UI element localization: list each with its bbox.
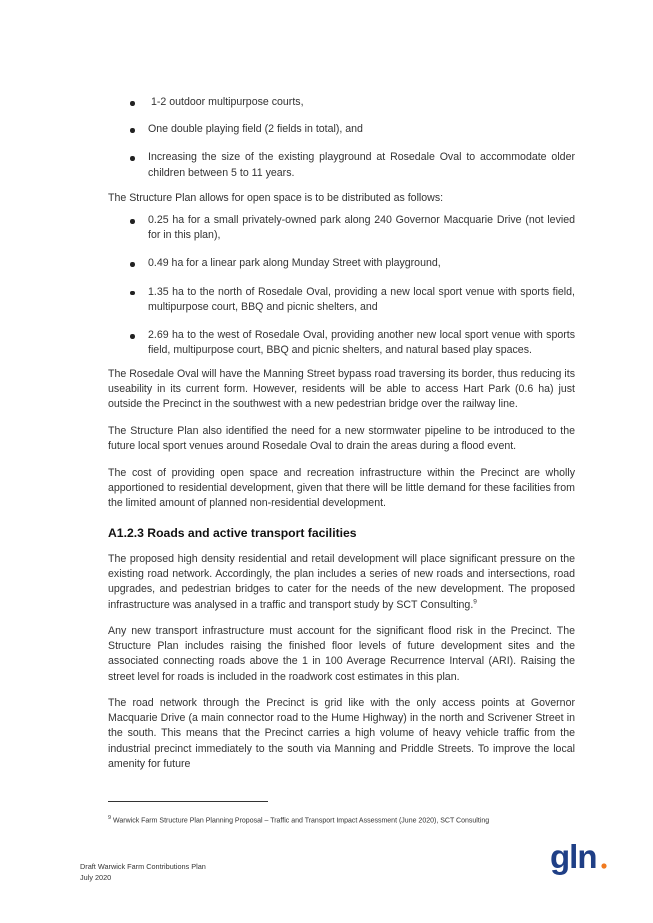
logo-wordmark: gln (550, 838, 597, 875)
paragraph-roads-text: The proposed high density residential and retail development will place significant pressure on the existing road network. Accordingly, the plan includes a series of new roads and intersections, road upgrades, and pedestrian bridges to cater for the needs of the new development. The proposed infrastructure was analysed in a traffic and transport study by SCT Consulting. (108, 553, 575, 611)
logo-dot-icon (601, 863, 606, 868)
section-heading: A1.2.3 Roads and active transport facilities (108, 526, 357, 540)
paragraph-rosedale: The Rosedale Oval will have the Manning Street bypass road traversing its border, thus reducing its useability in its current form. However, residents will be able to access Hart Park (0.6 ha) just outside the Precinct in the southwest with a new pedestrian bridge over the railway line. (108, 368, 575, 411)
footnote (108, 815, 489, 824)
paragraph-distribution: The Structure Plan allows for open space is to be distributed as follows: (108, 192, 444, 204)
page-footer (80, 862, 206, 883)
footnote-divider (108, 801, 268, 802)
footer-date: July 2020 (80, 872, 112, 882)
footer-document-title: Draft Warwick Farm Contributions Plan (80, 862, 206, 871)
bullet-list-facilities (108, 95, 575, 181)
list-item: Increasing the size of the existing playground at Rosedale Oval to accommodate older children between 5 to 11 years. (108, 150, 575, 180)
footnote-text: Warwick Farm Structure Plan Planning Proposal – Traffic and Transport Impact Assessment (June 2020), SCT Consulting (113, 817, 490, 825)
bullet-list-open-space (108, 213, 575, 358)
list-item: 1-2 outdoor multipurpose courts, (108, 95, 578, 110)
list-item: 0.25 ha for a small privately-owned park along 240 Governor Macquarie Drive (not levied for in this plan), (108, 213, 575, 243)
paragraph-flood-risk: Any new transport infrastructure must account for the significant flood risk in the Precinct. The Structure Plan includes raising the finished floor levels of future development sites and the associated connecting roads above the 1 in 100 Average Recurrence Interval (ARI). Raising the street level for roads is included in the roadwork cost estimates in this plan. (108, 625, 575, 683)
paragraph-road-network: The road network through the Precinct is grid like with the only access points at Governor Macquarie Drive (a main connector road to the Hume Highway) in the north and Scrivener Street in the south. This means that the Precinct carries a high volume of heavy vehicle traffic from the industrial precinct immediately to the south via Manning and Priddle Streets. To improve the local amenity for future (108, 697, 575, 770)
footnote-reference: 9 (473, 598, 477, 606)
list-item: One double playing field (2 fields in total), and (108, 122, 575, 137)
list-item: 1.35 ha to the north of Rosedale Oval, providing a new local sport venue with sports field, multipurpose court, BBQ and picnic shelters, and (108, 285, 575, 315)
paragraph-roads (108, 552, 575, 613)
list-item: 2.69 ha to the west of Rosedale Oval, providing another new local sport venue with sports field, multipurpose court, BBQ and picnic shelters, and natural based play spaces. (108, 328, 575, 358)
list-item: 0.49 ha for a linear park along Munday Street with playground, (108, 256, 575, 271)
paragraph-stormwater: The Structure Plan also identified the need for a new stormwater pipeline to be introduced to the future local sport venues around Rosedale Oval to drain the areas during a flood event. (108, 425, 575, 453)
paragraph-cost: The cost of providing open space and recreation infrastructure within the Precinct are wholly apportioned to residential development, given that there will be little demand for these facilities from the limited amount of planned non-residential development. (108, 467, 575, 510)
gln-logo (548, 838, 610, 882)
footnote-number: 9 (108, 815, 112, 821)
